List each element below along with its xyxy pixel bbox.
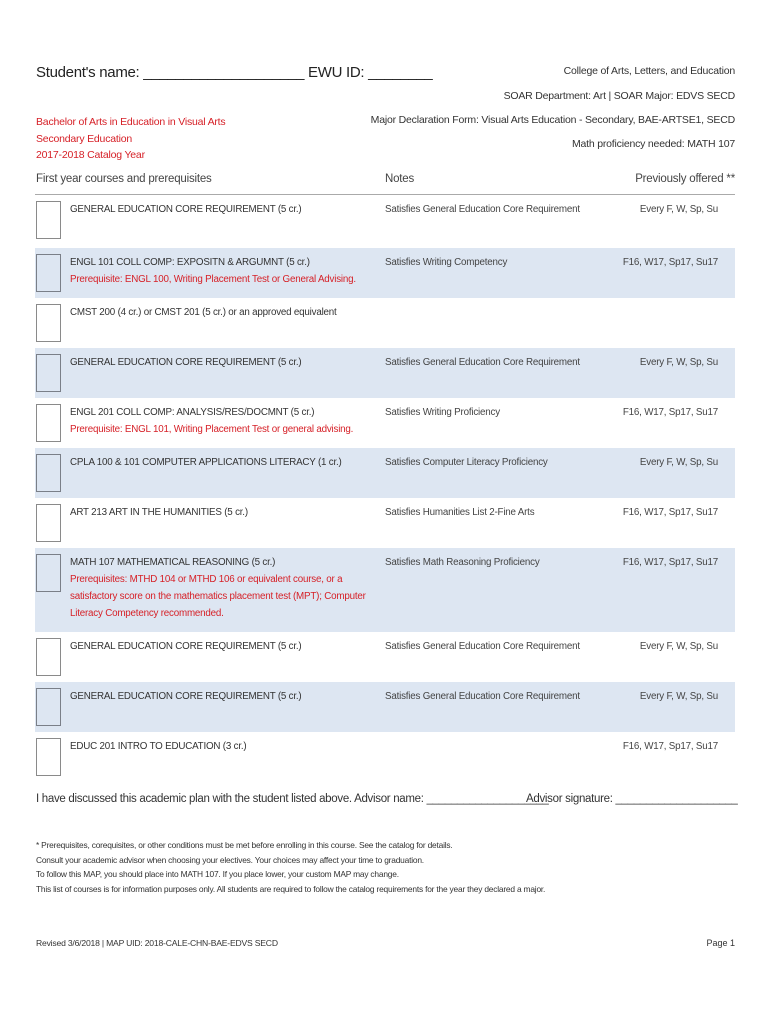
column-header-previously-offered: Previously offered **: [635, 173, 735, 185]
course-note: Satisfies Writing Proficiency: [385, 407, 500, 418]
course-name: GENERAL EDUCATION CORE REQUIREMENT (5 cr.): [70, 641, 302, 652]
program-catalog-year: 2017-2018 Catalog Year: [36, 149, 145, 161]
table-row: [35, 248, 735, 298]
fine-print: [36, 838, 545, 896]
program-degree: Bachelor of Arts in Education in Visual Arts: [36, 116, 226, 128]
course-cell: [70, 354, 380, 371]
course-checkbox[interactable]: [36, 454, 61, 492]
soar-department: SOAR Department: Art | SOAR Major: EDVS SECD: [503, 90, 735, 102]
course-prerequisite: Prerequisite: ENGL 100, Writing Placement Test or General Advising.: [70, 274, 356, 285]
course-note: Satisfies Writing Competency: [385, 257, 508, 268]
column-header-notes: Notes: [385, 173, 415, 185]
course-note: Satisfies Math Reasoning Proficiency: [385, 557, 540, 568]
course-previously-offered: F16, W17, Sp17, Su17: [622, 741, 718, 752]
advisor-signature-line: Advisor signature: ____________________: [526, 793, 738, 805]
course-previously-offered: F16, W17, Sp17, Su17: [622, 257, 718, 268]
course-name: GENERAL EDUCATION CORE REQUIREMENT (5 cr.): [70, 357, 302, 368]
page-number: Page 1: [706, 938, 735, 948]
course-cell: [70, 688, 380, 705]
table-row: [35, 298, 735, 348]
table-row: [35, 448, 735, 498]
course-note: Satisfies General Education Core Requirement: [385, 641, 580, 652]
column-header-courses: First year courses and prerequisites: [36, 173, 212, 185]
course-cell: [70, 638, 380, 655]
course-cell: [70, 504, 380, 521]
course-name: EDUC 201 INTRO TO EDUCATION (3 cr.): [70, 741, 247, 752]
course-note: Satisfies General Education Core Requirement: [385, 204, 580, 215]
course-checkbox[interactable]: [36, 638, 61, 676]
course-checkbox[interactable]: [36, 404, 61, 442]
course-checkbox[interactable]: [36, 688, 61, 726]
course-note: Satisfies Computer Literacy Proficiency: [385, 457, 548, 468]
course-name: CPLA 100 & 101 COMPUTER APPLICATIONS LITERACY (1 cr.): [70, 457, 342, 468]
table-row: [35, 682, 735, 732]
table-row: [35, 195, 735, 247]
advisor-discussed-line: I have discussed this academic plan with the student listed above. Advisor name: ____________________: [36, 793, 549, 805]
course-name: MATH 107 MATHEMATICAL REASONING (5 cr.): [70, 557, 276, 568]
course-name: ENGL 201 COLL COMP: ANALYSIS/RES/DOCMNT (5 cr.): [70, 407, 315, 418]
course-prerequisite: Prerequisites: MTHD 104 or MTHD 106 or equivalent course, or a satisfactory score on the mathematics placement test (MPT); Computer Literacy Competency recommended.: [70, 574, 366, 619]
course-cell: [70, 254, 380, 288]
course-name: GENERAL EDUCATION CORE REQUIREMENT (5 cr.): [70, 204, 302, 215]
course-previously-offered: F16, W17, Sp17, Su17: [622, 557, 718, 568]
math-proficiency: Math proficiency needed: MATH 107: [571, 138, 735, 150]
program-track: Secondary Education: [36, 132, 133, 145]
course-checkbox[interactable]: [36, 738, 61, 776]
table-row: [35, 498, 735, 548]
table-row: [35, 398, 735, 448]
course-previously-offered: Every F, W, Sp, Su: [639, 641, 718, 652]
course-checkbox[interactable]: [36, 554, 61, 592]
course-previously-offered: Every F, W, Sp, Su: [639, 357, 718, 368]
program-info: [36, 114, 225, 164]
college-name: College of Arts, Letters, and Education: [563, 65, 735, 77]
course-note: Satisfies General Education Core Requirement: [385, 691, 580, 702]
course-checkbox[interactable]: [36, 504, 61, 542]
course-checkbox[interactable]: [36, 201, 61, 239]
student-name-ewu-id-line: Student's name: ____________________ EWU ID: ________: [36, 64, 433, 81]
fine-print-line-4: This list of courses is for information purposes only. All students are required to follow the catalog requirements for the year they declared a major.: [36, 883, 546, 894]
course-cell: [70, 554, 380, 622]
fine-print-line-3: To follow this MAP, you should place into MATH 107. If you place lower, your custom MAP may change.: [36, 869, 399, 879]
course-cell: [70, 738, 380, 755]
table-row: [35, 548, 735, 632]
course-checkbox[interactable]: [36, 304, 61, 342]
course-cell: [70, 304, 380, 321]
table-row: [35, 732, 735, 782]
course-cell: [70, 404, 380, 438]
course-prerequisite: Prerequisite: ENGL 101, Writing Placement Test or general advising.: [70, 424, 354, 435]
course-name: GENERAL EDUCATION CORE REQUIREMENT (5 cr.): [70, 691, 302, 702]
major-declaration-form: Major Declaration Form: Visual Arts Education - Secondary, BAE-ARTSE1, SECD: [370, 114, 735, 126]
course-cell: [70, 454, 380, 471]
course-name: ART 213 ART IN THE HUMANITIES (5 cr.): [70, 507, 248, 518]
table-row: [35, 348, 735, 398]
table-row: [35, 632, 735, 682]
course-previously-offered: F16, W17, Sp17, Su17: [622, 407, 718, 418]
course-previously-offered: F16, W17, Sp17, Su17: [622, 507, 718, 518]
course-checkbox[interactable]: [36, 254, 61, 292]
course-note: Satisfies General Education Core Requirement: [385, 357, 580, 368]
fine-print-line-2: Consult your academic advisor when choosing your electives. Your choices may affect your time to graduation.: [36, 854, 424, 865]
fine-print-line-1: * Prerequisites, corequisites, or other conditions must be met before enrolling in this course. See the catalog for details.: [36, 840, 453, 850]
course-note: Satisfies Humanities List 2-Fine Arts: [385, 507, 535, 518]
course-previously-offered: Every F, W, Sp, Su: [639, 691, 718, 702]
course-cell: [70, 201, 380, 218]
course-name: CMST 200 (4 cr.) or CMST 201 (5 cr.) or an approved equivalent: [70, 307, 337, 318]
course-checkbox[interactable]: [36, 354, 61, 392]
course-previously-offered: Every F, W, Sp, Su: [639, 457, 718, 468]
course-name: ENGL 101 COLL COMP: EXPOSITN & ARGUMNT (5 cr.): [70, 257, 310, 268]
revision-info: Revised 3/6/2018 | MAP UID: 2018-CALE-CHN-BAE-EDVS SECD: [36, 938, 278, 948]
course-previously-offered: Every F, W, Sp, Su: [639, 204, 718, 215]
